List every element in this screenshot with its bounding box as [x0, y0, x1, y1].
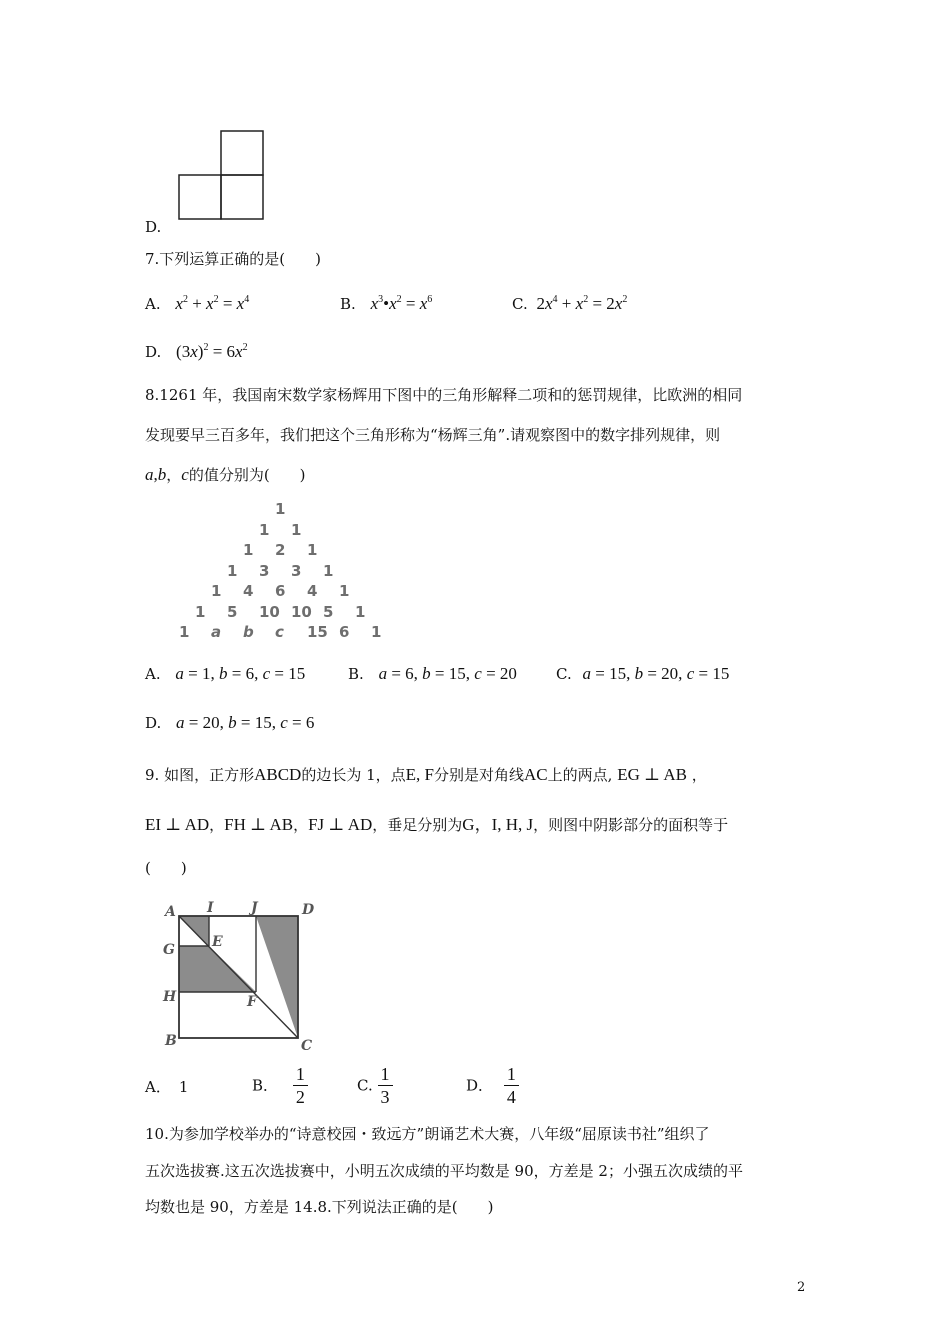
q10-stem-line1: 10.为参加学校举办的“诗意校园・致远方”朗诵艺术大赛，八年级“屈原读书社”组织了: [145, 1125, 710, 1143]
triangle-cell-r3-c3: 1: [323, 561, 334, 580]
triangle-cell-r5-c2: 10: [259, 602, 280, 621]
triangle-cell-r0-c0: 1: [275, 500, 286, 518]
shaded-region-jdcf: [256, 916, 298, 1038]
label-g: G: [163, 942, 175, 958]
triangle-cell-r6-c6: 1: [371, 623, 382, 641]
q6-option-d-figure: [170, 125, 280, 225]
page-number: 2: [797, 1280, 806, 1295]
label-e: E: [212, 934, 223, 950]
q9-stem-line2: EI ⊥ AD，FH ⊥ AB，FJ ⊥ AD，垂足分别为G，I, H, J，则图中阴影部分的面积等于: [145, 815, 729, 834]
q9-option-c: C. $\frac{1}{3}$: [357, 1063, 393, 1108]
label-d: D: [302, 902, 315, 918]
label-i: I: [207, 900, 214, 916]
triangle-cell-r1-c0: 1: [259, 520, 270, 539]
triangle-cell-r3-c1: 3: [259, 561, 270, 580]
triangle-cell-r2-c1: 2: [275, 541, 286, 559]
q9-option-b: B． $\frac{1}{2}$: [252, 1063, 308, 1108]
triangle-cell-r4-c1: 4: [243, 582, 254, 600]
triangle-cell-r5-c5: 1: [355, 602, 366, 621]
triangle-cell-r6-c0: 1: [179, 623, 190, 641]
triangle-cell-r5-c0: 1: [195, 602, 206, 621]
q6-option-d-label: D.: [145, 218, 162, 236]
triangle-cell-r5-c4: 5: [323, 602, 334, 621]
q9-stem-line1: 9. 如图，正方形ABCD的边长为 1，点E, F分别是对角线AC上的两点, EG ⊥ AB ，: [145, 765, 707, 784]
q9-square-figure: [155, 895, 325, 1060]
triangle-cell-r3-c0: 1: [227, 561, 238, 580]
q7-option-a: A. $x^2 + x^2 = x^4$: [145, 294, 250, 313]
q9-stem-line3: ( ): [145, 859, 187, 877]
triangle-cell-r6-c5: 6: [339, 623, 350, 641]
triangle-cell-r6-c1: a: [211, 623, 222, 641]
q10-stem-line3: 均数也是 90，方差是 14.8.下列说法正确的是( ): [145, 1198, 494, 1216]
q9-option-d: D． $\frac{1}{4}$: [466, 1063, 519, 1108]
triangle-cell-r5-c3: 10: [291, 602, 312, 621]
triangle-cell-r4-c0: 1: [211, 582, 222, 600]
triangle-cell-r5-c1: 5: [227, 602, 238, 621]
q8-option-d: D. a = 20, b = 15, c = 6: [145, 713, 315, 732]
q9-option-a: A． 1: [145, 1078, 189, 1096]
triangle-cell-r6-c4: 15: [307, 623, 328, 641]
q7-option-c: C. $2x^4 + x^2 = 2x^2$: [512, 294, 628, 313]
shaded-region-gefh: [179, 946, 256, 992]
label-a: A: [165, 904, 176, 920]
label-f: F: [247, 994, 257, 1010]
triangle-cell-r2-c0: 1: [243, 541, 254, 559]
triangle-cell-r4-c3: 4: [307, 582, 318, 600]
label-c: C: [301, 1038, 313, 1054]
q8-stem-line3: a,b，c的值分别为( ): [145, 465, 306, 484]
label-b: B: [165, 1033, 177, 1049]
triangle-cell-r4-c4: 1: [339, 582, 350, 600]
triangle-cell-r3-c2: 3: [291, 561, 302, 580]
q7-option-b: B. $x^3•x^2 = x^6$: [340, 294, 433, 313]
q8-option-b: B. a = 6, b = 15, c = 20: [348, 664, 517, 683]
yang-hui-triangle: [150, 500, 390, 645]
triangle-cell-r4-c2: 6: [275, 582, 286, 600]
label-j: J: [251, 900, 258, 916]
q7-stem: 7.下列运算正确的是( ): [145, 250, 322, 268]
q8-option-a: A. a = 1, b = 6, c = 15: [145, 664, 306, 683]
triangle-cell-r6-c3: c: [275, 623, 284, 641]
q8-option-c: C. a = 15, b = 20, c = 15: [556, 664, 730, 683]
triangle-cell-r6-c2: b: [243, 623, 254, 641]
q8-stem-line2: 发现要早三百多年，我们把这个三角形称为“杨辉三角”.请观察图中的数字排列规律，则: [145, 426, 721, 444]
q7-option-d: D. $(3x)^2 = 6x^2$: [145, 342, 248, 361]
triangle-cell-r2-c2: 1: [307, 541, 318, 559]
q8-stem-line1: 8.1261 年，我国南宋数学家杨辉用下图中的三角形解释二项和的惩罚规律，比欧洲的相同: [145, 386, 743, 404]
label-h: H: [163, 989, 177, 1005]
triangle-cell-r1-c1: 1: [291, 520, 302, 539]
q10-stem-line2: 五次选拔赛.这五次选拔赛中，小明五次成绩的平均数是 90，方差是 2；小强五次成绩的平: [145, 1162, 743, 1180]
